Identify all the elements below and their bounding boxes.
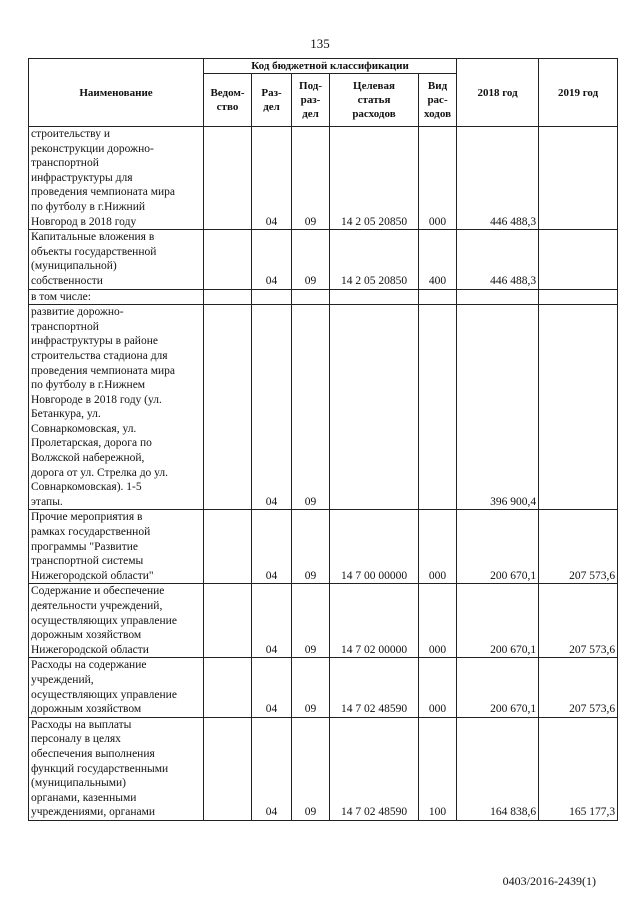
row-target bbox=[330, 305, 419, 510]
row-name: Расходы на содержание учреждений, осуществляющих управление дорожным хозяйством bbox=[29, 658, 204, 717]
row-2019: 165 177,3 bbox=[539, 717, 618, 820]
col-header-2018: 2018 год bbox=[457, 59, 539, 127]
table-header-row bbox=[29, 59, 618, 74]
row-type: 100 bbox=[419, 717, 457, 820]
row-ministry bbox=[204, 230, 252, 289]
row-2018: 446 488,3 bbox=[457, 127, 539, 230]
document-code: 0403/2016-2439(1) bbox=[502, 874, 596, 888]
row-2018: 396 900,4 bbox=[457, 305, 539, 510]
row-subsection: 09 bbox=[292, 127, 330, 230]
col-header-target: Целевая статья расходов bbox=[330, 74, 419, 127]
row-name: Капитальные вложения в объекты государственной (муниципальной) собственности bbox=[29, 230, 204, 289]
col-header-section: Раз- дел bbox=[252, 74, 292, 127]
row-2018: 200 670,1 bbox=[457, 658, 539, 717]
col-header-type: Вид рас- ходов bbox=[419, 74, 457, 127]
row-subsection: 09 bbox=[292, 230, 330, 289]
row-target: 14 7 00 00000 bbox=[330, 510, 419, 584]
row-section: 04 bbox=[252, 305, 292, 510]
row-name: развитие дорожно- транспортной инфраструктуры в районе строительства стадиона для проведения чемпионата мира по футболу в г.Нижнем Новгороде в 2018 году (ул. Бетанкура, ул. Совнаркомовская, ул. Пролетарская, дорога по Волжской набережной, дорога от ул. Стрелка до ул. Совнаркомовская). 1-5 этапы. bbox=[29, 305, 204, 510]
row-name: Прочие мероприятия в рамках государственной программы "Развитие транспортной системы Нижегородской области" bbox=[29, 510, 204, 584]
row-section: 04 bbox=[252, 127, 292, 230]
row-name: строительству и реконструкции дорожно- транспортной инфраструктуры для проведения чемпионата мира по футболу в г.Нижний Новгород в 2018 году bbox=[29, 127, 204, 230]
row-section: 04 bbox=[252, 658, 292, 717]
row-type: 000 bbox=[419, 510, 457, 584]
row-target: 14 7 02 00000 bbox=[330, 584, 419, 658]
row-ministry bbox=[204, 584, 252, 658]
row-2019 bbox=[539, 127, 618, 230]
row-type: 000 bbox=[419, 584, 457, 658]
table-row bbox=[29, 510, 618, 584]
row-target: 14 7 02 48590 bbox=[330, 658, 419, 717]
table-row bbox=[29, 658, 618, 717]
row-section: 04 bbox=[252, 230, 292, 289]
row-section: 04 bbox=[252, 717, 292, 820]
table-row bbox=[29, 127, 618, 230]
row-name: Расходы на выплаты персоналу в целях обеспечения выполнения функций государственными (муниципальными) органами, казенными учреждениями, органами bbox=[29, 717, 204, 820]
col-header-classification: Код бюджетной классификации bbox=[204, 59, 457, 74]
col-header-2019: 2019 год bbox=[539, 59, 618, 127]
row-name: Содержание и обеспечение деятельности учреждений, осуществляющих управление дорожным хозяйством Нижегородской области bbox=[29, 584, 204, 658]
col-header-ministry: Ведом- ство bbox=[204, 74, 252, 127]
table-row bbox=[29, 717, 618, 820]
row-type: 000 bbox=[419, 658, 457, 717]
row-ministry bbox=[204, 717, 252, 820]
table-row bbox=[29, 584, 618, 658]
table-subheading-row bbox=[29, 289, 618, 305]
col-header-name: Наименование bbox=[29, 59, 204, 127]
row-subsection: 09 bbox=[292, 510, 330, 584]
row-ministry bbox=[204, 658, 252, 717]
row-2019: 207 573,6 bbox=[539, 584, 618, 658]
row-ministry bbox=[204, 305, 252, 510]
row-subsection: 09 bbox=[292, 305, 330, 510]
subheading-in-that-number: в том числе: bbox=[29, 289, 204, 305]
row-2019: 207 573,6 bbox=[539, 658, 618, 717]
row-2019 bbox=[539, 230, 618, 289]
row-subsection: 09 bbox=[292, 584, 330, 658]
budget-table bbox=[28, 58, 618, 821]
row-type: 000 bbox=[419, 127, 457, 230]
row-2019: 207 573,6 bbox=[539, 510, 618, 584]
row-2018: 164 838,6 bbox=[457, 717, 539, 820]
row-target: 14 2 05 20850 bbox=[330, 230, 419, 289]
page-number: 135 bbox=[310, 36, 330, 51]
row-target: 14 2 05 20850 bbox=[330, 127, 419, 230]
row-type: 400 bbox=[419, 230, 457, 289]
row-type bbox=[419, 305, 457, 510]
row-subsection: 09 bbox=[292, 717, 330, 820]
row-ministry bbox=[204, 510, 252, 584]
table-row bbox=[29, 230, 618, 289]
row-subsection: 09 bbox=[292, 658, 330, 717]
row-2018: 200 670,1 bbox=[457, 510, 539, 584]
row-2019 bbox=[539, 305, 618, 510]
row-ministry bbox=[204, 127, 252, 230]
row-2018: 200 670,1 bbox=[457, 584, 539, 658]
table-row bbox=[29, 305, 618, 510]
row-section: 04 bbox=[252, 510, 292, 584]
row-target: 14 7 02 48590 bbox=[330, 717, 419, 820]
col-header-subsection: Под- раз- дел bbox=[292, 74, 330, 127]
row-section: 04 bbox=[252, 584, 292, 658]
row-2018: 446 488,3 bbox=[457, 230, 539, 289]
